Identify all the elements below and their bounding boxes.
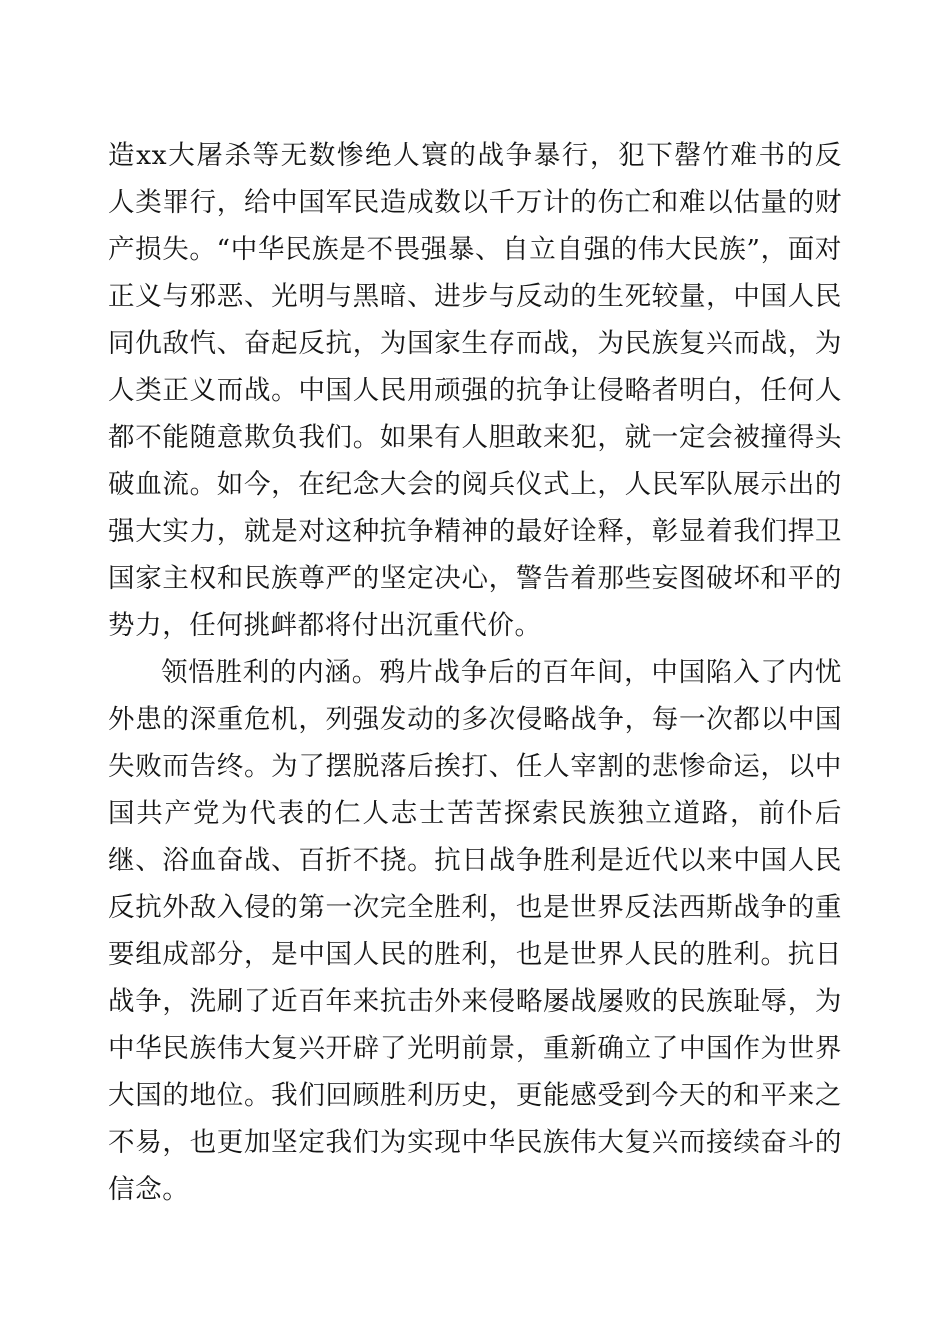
document-body <box>108 132 842 1213</box>
paragraph-continued: 造xx大屠杀等无数惨绝人寰的战争暴行，犯下罄竹难书的反人类罪行，给中国军民造成数以千万计的伤亡和难以估量的财产损失。“中华民族是不畏强暴、自立自强的伟大民族”，面对正义与邪恶、光明与黑暗、进步与反动的生死较量，中国人民同仇敌忾、奋起反抗，为国家生存而战，为民族复兴而战，为人类正义而战。中国人民用顽强的抗争让侵略者明白，任何人都不能随意欺负我们。如果有人胆敢来犯，就一定会被撞得头破血流。如今，在纪念大会的阅兵仪式上，人民军队展示出的强大实力，就是对这种抗争精神的最好诠释，彰显着我们捍卫国家主权和民族尊严的坚定决心，警告着那些妄图破坏和平的势力，任何挑衅都将付出沉重代价。 <box>108 140 842 641</box>
paragraph-victory-meaning: 领悟胜利的内涵。鸦片战争后的百年间，中国陷入了内忧外患的深重危机，列强发动的多次侵略战争，每一次都以中国失败而告终。为了摆脱落后挨打、任人宰割的悲惨命运，以中国共产党为代表的仁人志士苦苦探索民族独立道路，前仆后继、浴血奋战、百折不挠。抗日战争胜利是近代以来中国人民反抗外敌入侵的第一次完全胜利，也是世界反法西斯战争的重要组成部分，是中国人民的胜利，也是世界人民的胜利。抗日战争，洗刷了近百年来抗击外来侵略屡战屡败的民族耻辱，为中华民族伟大复兴开辟了光明前景，重新确立了中国作为世界大国的地位。我们回顾胜利历史，更能感受到今天的和平来之不易，也更加坚定我们为实现中华民族伟大复兴而接续奋斗的信念。 <box>108 657 842 1205</box>
